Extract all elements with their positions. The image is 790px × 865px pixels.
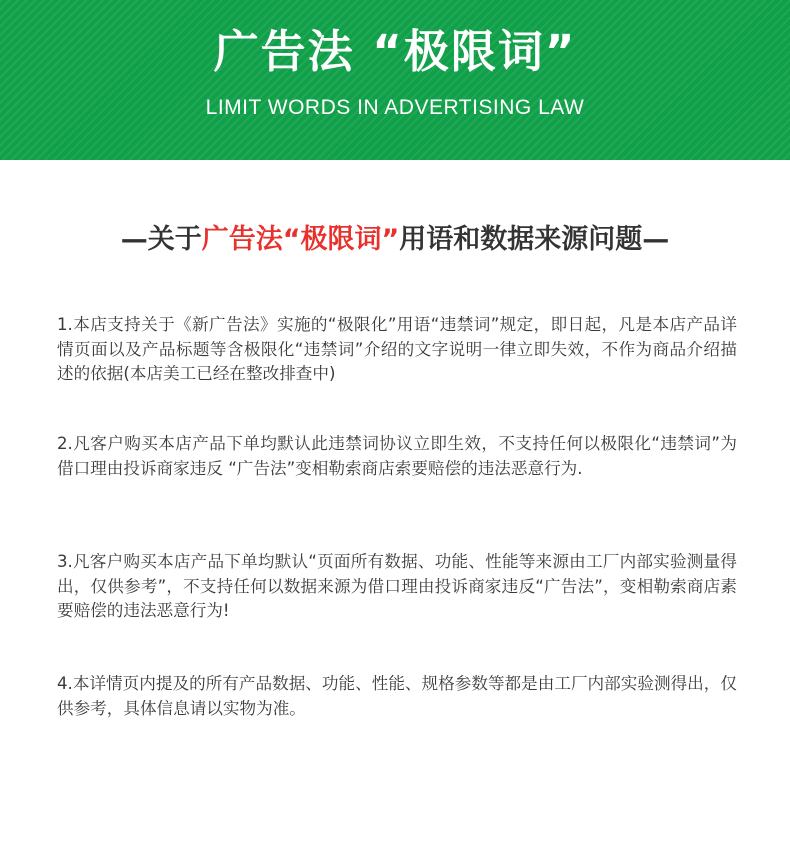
heading-highlight: 广告法“极限词” — [201, 224, 400, 255]
heading-prefix: —关于 — [120, 224, 202, 255]
section-heading — [0, 220, 790, 260]
banner-title: 广告法 “极限词” — [213, 25, 577, 78]
header-banner — [0, 0, 790, 160]
paragraph-1: 1.本店支持关于《新广告法》实施的“极限化”用语“违禁词”规定，即日起，凡是本店产品详情页面以及产品标题等含极限化“违禁词”介绍的文字说明一律立即失效，不作为商品介绍描述的依据(本店美工已经在整改排查中) — [57, 315, 737, 383]
paragraph-4: 4.本详情页内提及的所有产品数据、功能、性能、规格参数等都是由工厂内部实验测得出，仅供参考，具体信息请以实物为准。 — [57, 674, 737, 718]
paragraph-3: 3.凡客户购买本店产品下单均默认“页面所有数据、功能、性能等来源由工厂内部实验测量得出，仅供参考”，不支持任何以数据来源为借口理由投诉商家违反“广告法”，变相勒索商店素要赔偿的违法恶意行为! — [57, 552, 737, 620]
heading-suffix: 用语和数据来源问题— — [399, 224, 670, 255]
banner-subtitle: LIMIT WORDS IN ADVERTISING LAW — [205, 96, 585, 119]
paragraph-2: 2.凡客户购买本店产品下单均默认此违禁词协议立即生效，不支持任何以极限化“违禁词”为借口理由投诉商家违反 “广告法”变相勒索商店索要赔偿的违法恶意行为. — [57, 434, 737, 478]
